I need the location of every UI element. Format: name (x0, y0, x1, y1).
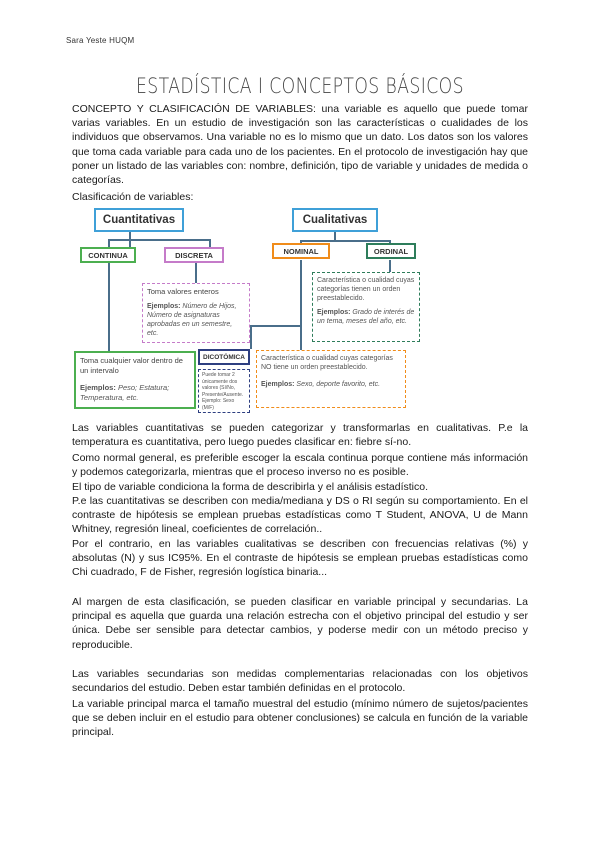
nominal-detail (256, 350, 406, 408)
ordinal-examples-label: Ejemplos: (317, 309, 351, 316)
discreta-examples-label: Ejemplos: (147, 303, 181, 310)
ordinal-box: ORDINAL (366, 243, 416, 259)
discreta-box: DISCRETA (164, 247, 224, 263)
classification-diagram (72, 205, 532, 415)
continua-box: CONTINUA (80, 247, 136, 263)
continua-examples-label: Ejemplos: (80, 383, 116, 392)
paragraph: La variable principal marca el tamaño muestral del estudio (mínimo número de sujetos/pacientes que se deben incluir en el estudio para obtener conclusiones) se calcula en función de la variable principal. (72, 698, 528, 739)
connector (300, 260, 302, 350)
paragraph: Al margen de esta clasificación, se pueden clasificar en variable principal y secundarias. La principal es aquella que guarda una relación estrecha con el objetivo principal del estudio y ser única. Debe ser sensible para detectar cambios, y poderse medir con un método preciso y reproducible. (72, 596, 528, 651)
continua-detail (74, 351, 196, 409)
connector (195, 263, 197, 283)
paragraph: Las variables secundarias son medidas complementarias relacionadas con los objetivos secundarios del estudio. Deben estar también definidas en el protocolo. (72, 668, 528, 695)
paragraph: P.e las cuantitativas se describen con media/mediana y DS o RI según su comportamiento. En el contraste de hipótesis se emplean pruebas estadísticas como T Student, ANOVA, U de Mann Whitney, regresión lineal, coeficientes de correlación.. (72, 495, 528, 536)
connector (108, 239, 210, 241)
continua-description: Toma cualquier valor dentro de un intervalo (80, 356, 183, 375)
dicotomica-detail (198, 369, 250, 413)
dicotomica-example: Ejemplo: Sexo (M/F) (202, 398, 235, 411)
page-title: ESTADÍSTICA I CONCEPTOS BÁSICOS (136, 74, 464, 98)
classification-label: Clasificación de variables: (72, 191, 194, 203)
paragraph: Por el contrario, en las variables cualitativas se describen con frecuencias relativas (%) y absolutas (N) y sus IC95%. En el contraste de hipótesis se emplean pruebas estadísticas como Chi cuadrado, F de Fisher, regresión logística binaria... (72, 538, 528, 579)
dicotomica-box: DICOTÓMICA (198, 349, 250, 365)
discreta-examples: Número de Hijos, Número de asignaturas aprobadas en un semestre, etc. (147, 303, 237, 337)
continua-examples: Peso; Estatura; Temperatura, etc. (80, 383, 170, 402)
connector (108, 263, 110, 351)
ordinal-examples: Grado de interés de un tema, meses del año, etc. (317, 309, 415, 325)
nominal-description: Característica o cualidad cuyas categorías NO tiene un orden preestablecido. (261, 355, 393, 371)
paragraph: Las variables cuantitativas se pueden categorizar y transformarlas en cualitativas. P.e la temperatura es cuantitativa, pero luego puedes clasificar en: fiebre sí-no. (72, 422, 528, 449)
nominal-examples-label: Ejemplos: (261, 381, 295, 388)
connector (389, 260, 391, 272)
paragraph: El tipo de variable condiciona la forma de describirla y el análisis estadístico. (72, 481, 429, 493)
intro-paragraph: CONCEPTO Y CLASIFICACIÓN DE VARIABLES: una variable es aquello que puede tomar varias variables. En un estudio de investigación son las características o cualidades de los individuos que observamos. Una variable no es lo mismo que un dato. Los datos son los valores que toma cada variable para cada uno de los pacientes. En el protocolo de investigación hay que poner un listado de las variables con: nombre, definición, tipo de variable y unidades de medida o categorías. (72, 103, 528, 187)
cualitativas-box: Cualitativas (292, 208, 378, 232)
discreta-detail (142, 283, 250, 343)
dicotomica-description: Puede tomar 2 únicamente dos valores (Sí/No, Presente/Ausente. (202, 372, 244, 398)
connector (250, 325, 252, 349)
connector (250, 325, 300, 327)
cuantitativas-box: Cuantitativas (94, 208, 184, 232)
nominal-examples: Sexo, deporte favorito, etc. (296, 381, 381, 388)
ordinal-detail (312, 272, 420, 342)
nominal-box: NOMINAL (272, 243, 330, 259)
connector (300, 240, 390, 242)
paragraph: Como normal general, es preferible escoger la escala continua porque contiene más información y podemos categorizarla, mientras que el proceso inverso no es posible. (72, 452, 528, 479)
author-name: Sara Yeste HUQM (66, 36, 135, 45)
ordinal-description: Característica o cualidad cuyas categorías tienen un orden preestablecido. (317, 277, 415, 302)
discreta-description: Toma valores enteros (147, 287, 219, 296)
